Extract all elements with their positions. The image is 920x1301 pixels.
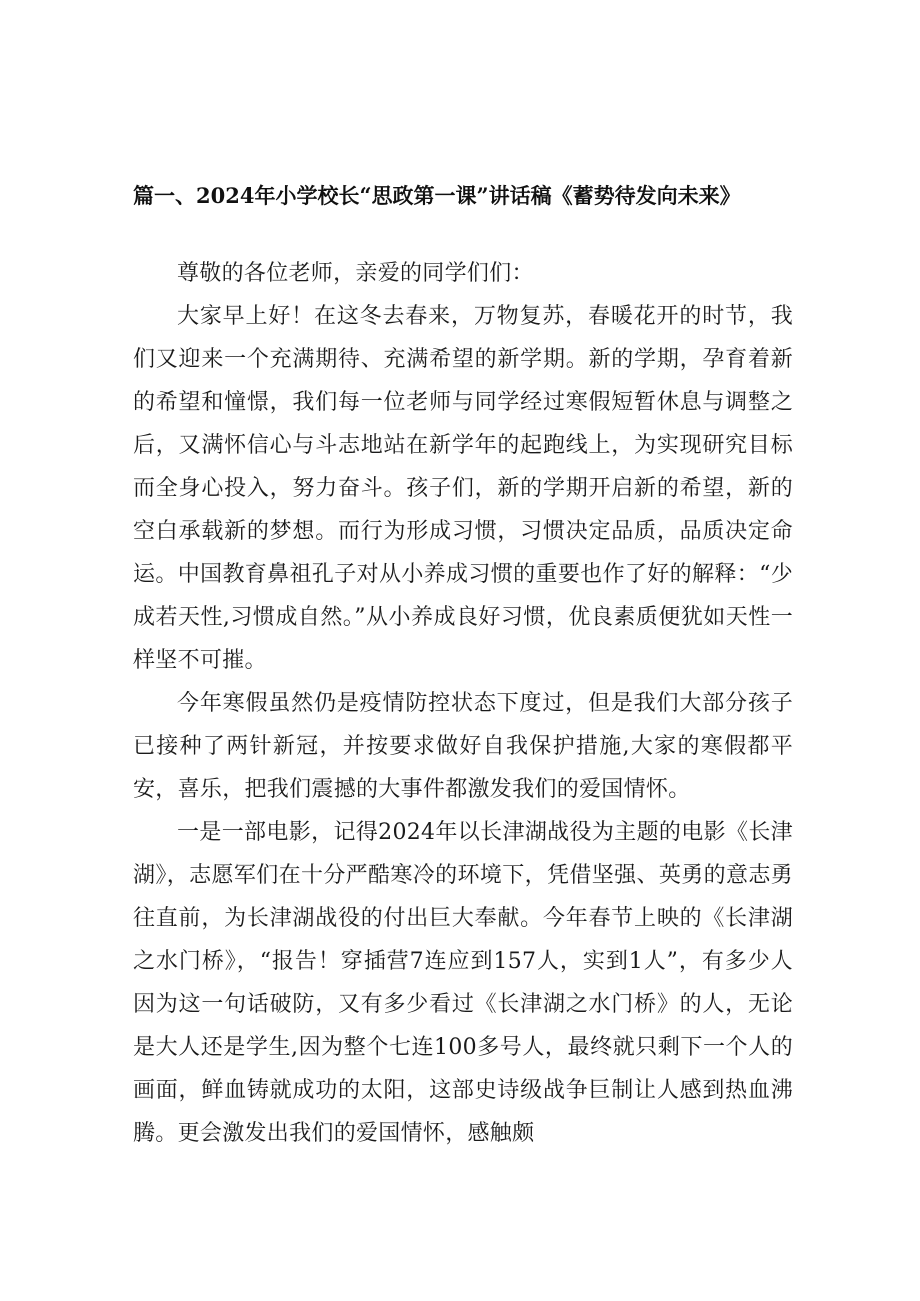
document-title: 篇一、2024年小学校长“思政第一课”讲话稿《蓄势待发向未来》 <box>133 183 741 208</box>
document-body <box>133 252 793 1155</box>
salutation-paragraph: 尊敬的各位老师，亲爱的同学们们： <box>177 261 534 286</box>
body-paragraph-greeting: 大家早上好！在这冬去春来，万物复苏，春暖花开的时节，我们又迎来一个充满期待、充满希望的新学期。新的学期，孕育着新的希望和憧憬，我们每一位老师与同学经过寒假短暂休息与调整之后，又满怀信心与斗志地站在新学年的起跑线上，为实现研究目标而全身心投入，努力奋斗。孩子们，新的学期开启新的希望，新的空白承载新的梦想。而行为形成习惯，习惯决定品质，品质决定命运。中国教育鼻祖孔子对从小养成习惯的重要也作了好的解释：“少成若天性,习惯成自然。”从小养成良好习惯，优良素质便犹如天性一样坚不可摧。 <box>133 304 793 673</box>
body-paragraph-movie: 一是一部电影，记得2024年以长津湖战役为主题的电影《长津湖》，志愿军们在十分严酷寒冷的环境下，凭借坚强、英勇的意志勇往直前，为长津湖战役的付出巨大奉献。今年春节上映的《长津湖之水门桥》，“报告！穿插营7连应到157人，实到1人”，有多少人因为这一句话破防，又有多少看过《长津湖之水门桥》的人，无论是大人还是学生,因为整个七连100多号人，最终就只剩下一个人的画面，鲜血铸就成功的太阳，这部史诗级战争巨制让人感到热血沸腾。更会激发出我们的爱国情怀，感触颇 <box>133 820 793 1146</box>
body-paragraph-winter-break: 今年寒假虽然仍是疫情防控状态下度过，但是我们大部分孩子已接种了两针新冠，并按要求做好自我保护措施,大家的寒假都平安，喜乐，把我们震撼的大事件都激发我们的爱国情怀。 <box>133 691 793 802</box>
